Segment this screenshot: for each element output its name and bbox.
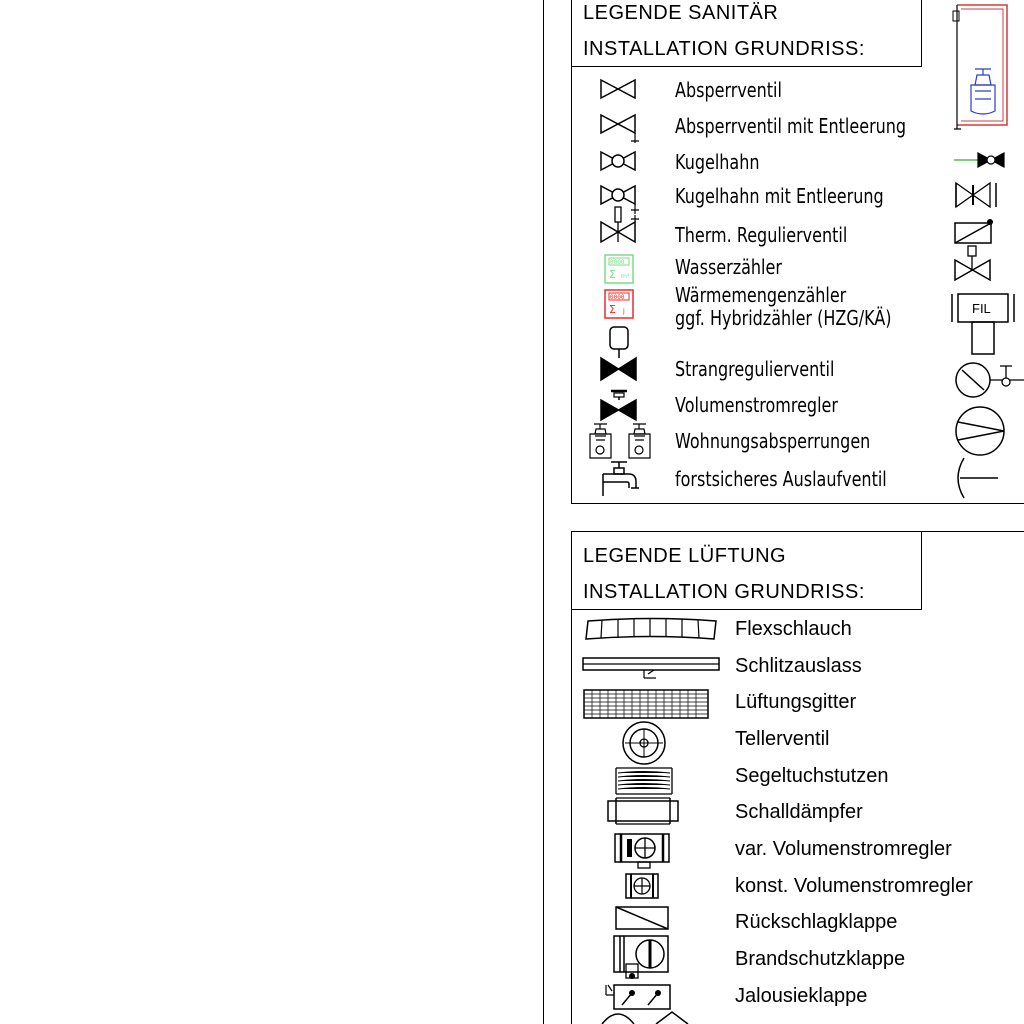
legend-label: Wohnungsabsperrungen [675,429,871,453]
backdraft-damper-icon [615,906,669,930]
fire-damper-icon [612,934,672,982]
heat-meter-icon [604,289,634,319]
legend-border-bottom [571,503,1024,504]
legend-subtitle: INSTALLATION GRUNDRISS: [583,38,865,60]
valve-frame-icon [953,3,1013,131]
filter-icon [950,292,1016,358]
legend-label: Kugelhahn mit Entleerung [675,184,884,208]
balancing-valve-icon [600,326,638,382]
svg-text:m³: m³ [621,273,630,280]
legend-label: Rückschlagklappe [735,911,898,933]
svg-text:Σ: Σ [609,268,616,281]
legend-label: Wärmemengenzähler [675,283,847,307]
legend-label: Schalldämpfer [735,801,863,823]
legend-label: Kugelhahn [675,150,760,174]
solenoid-valve-icon [954,244,994,284]
legend-label: Segeltuchstutzen [735,765,889,787]
flex-hose-icon [584,618,718,642]
legend-subtitle: INSTALLATION GRUNDRISS: [583,581,865,603]
ball-valve-icon [600,150,636,172]
partial-symbol-icon [598,1010,694,1024]
flow-regulator-icon [600,388,638,422]
svg-text:0000: 0000 [610,259,625,266]
legend-label: Tellerventil [735,728,830,750]
pressure-gauge-icon [954,360,1024,400]
legend-label: Absperrventil mit Entleerung [675,114,907,138]
legend-label: var. Volumenstromregler [735,838,952,860]
svg-text:Σ: Σ [609,303,616,316]
shutoff-valve-icon [600,78,636,100]
legend-label: Flexschlauch [735,618,852,640]
legend-label: forstsicheres Auslaufventil [675,467,887,491]
legend-label: Schlitzauslass [735,655,862,677]
legend-label: Therm. Regulierventil [675,223,848,247]
frostproof-outlet-valve-icon [601,460,639,498]
legend-label: Jalousieklappe [735,985,868,1007]
filter-label: FIL [972,301,991,316]
divider-line [543,0,544,1024]
legend-label: Wasserzähler [675,255,782,279]
legend-border-left [571,0,572,504]
legend-title: LEGENDE LÜFTUNG [583,545,787,567]
check-valve-icon [954,181,998,209]
variable-flow-regulator-icon [613,831,671,869]
apartment-shutoff-icon [589,422,653,460]
constant-flow-regulator-icon [624,872,660,900]
canvas-connector-icon [612,766,676,796]
ball-valve-small-icon [954,149,1010,171]
louver-damper-icon [604,983,674,1011]
legend-label: Brandschutzklappe [735,948,906,970]
svg-text:0000: 0000 [610,294,625,301]
disc-valve-icon [620,719,668,767]
water-meter-icon [604,254,634,284]
damper-icon [954,218,996,244]
legend-title: LEGENDE SANITÄR [583,2,779,24]
outlet-icon [954,456,1004,500]
legend-label: Volumenstromregler [675,393,838,417]
slot-diffuser-icon [582,656,722,680]
legend-label: Lüftungsgitter [735,691,857,713]
pump-icon [954,404,1010,458]
legend-label: ggf. Hybridzähler (HZG/KÄ) [675,306,892,330]
ventilation-grille-icon [583,689,709,719]
legend-label: Strangregulierventil [675,357,835,381]
legend-label: konst. Volumenstromregler [735,875,973,897]
thermal-control-valve-icon [600,206,640,244]
legend-label: Absperrventil [675,78,782,102]
svg-text:J: J [623,308,625,315]
shutoff-valve-drain-icon [600,113,640,147]
silencer-icon [606,797,680,825]
